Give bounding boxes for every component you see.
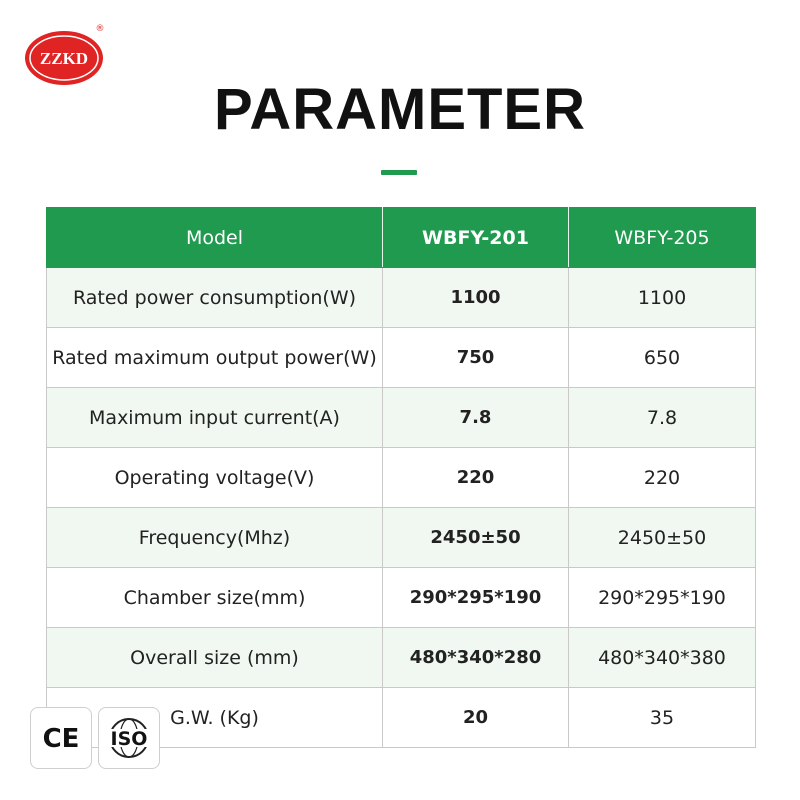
iso-mark-icon — [102, 716, 156, 760]
row-label: Chamber size(mm) — [47, 568, 383, 628]
table-row — [47, 568, 756, 628]
cell-wbfy-205: 7.8 — [569, 388, 756, 448]
cell-wbfy-205: 2450±50 — [569, 508, 756, 568]
cell-wbfy-201: 2450±50 — [383, 508, 569, 568]
cell-wbfy-205: 650 — [569, 328, 756, 388]
parameter-table — [46, 207, 756, 748]
cell-wbfy-201: 480*340*280 — [383, 628, 569, 688]
ce-badge — [30, 707, 92, 769]
title-underline — [381, 170, 417, 175]
row-label: Rated maximum output power(W) — [47, 328, 383, 388]
cell-wbfy-201: 220 — [383, 448, 569, 508]
row-label: G.W. (Kg) — [47, 688, 383, 748]
cell-wbfy-205: 480*340*380 — [569, 628, 756, 688]
cell-wbfy-205: 1100 — [569, 268, 756, 328]
row-label: Frequency(Mhz) — [47, 508, 383, 568]
registered-mark: ® — [95, 24, 104, 34]
cell-wbfy-201: 20 — [383, 688, 569, 748]
row-label: Maximum input current(A) — [47, 388, 383, 448]
iso-mark-text: ISO — [110, 728, 148, 750]
logo-text: ZZKD — [39, 49, 89, 68]
row-label: Overall size (mm) — [47, 628, 383, 688]
header-model: Model — [47, 208, 383, 268]
ce-mark-icon — [38, 723, 84, 753]
header-wbfy-201: WBFY-201 — [383, 208, 569, 268]
cell-wbfy-201: 1100 — [383, 268, 569, 328]
table-row — [47, 508, 756, 568]
cell-wbfy-201: 7.8 — [383, 388, 569, 448]
table-row — [47, 388, 756, 448]
cell-wbfy-205: 220 — [569, 448, 756, 508]
table-header-row — [47, 208, 756, 268]
page-title: PARAMETER — [213, 77, 587, 142]
table-row — [47, 328, 756, 388]
row-label: Rated power consumption(W) — [47, 268, 383, 328]
row-label: Operating voltage(V) — [47, 448, 383, 508]
cell-wbfy-205: 35 — [569, 688, 756, 748]
cell-wbfy-201: 750 — [383, 328, 569, 388]
ce-mark-text: CE — [42, 724, 80, 753]
table-row — [47, 268, 756, 328]
iso-badge — [98, 707, 160, 769]
table-row — [47, 448, 756, 508]
header-wbfy-205: WBFY-205 — [569, 208, 756, 268]
table-row — [47, 628, 756, 688]
cell-wbfy-201: 290*295*190 — [383, 568, 569, 628]
cell-wbfy-205: 290*295*190 — [569, 568, 756, 628]
